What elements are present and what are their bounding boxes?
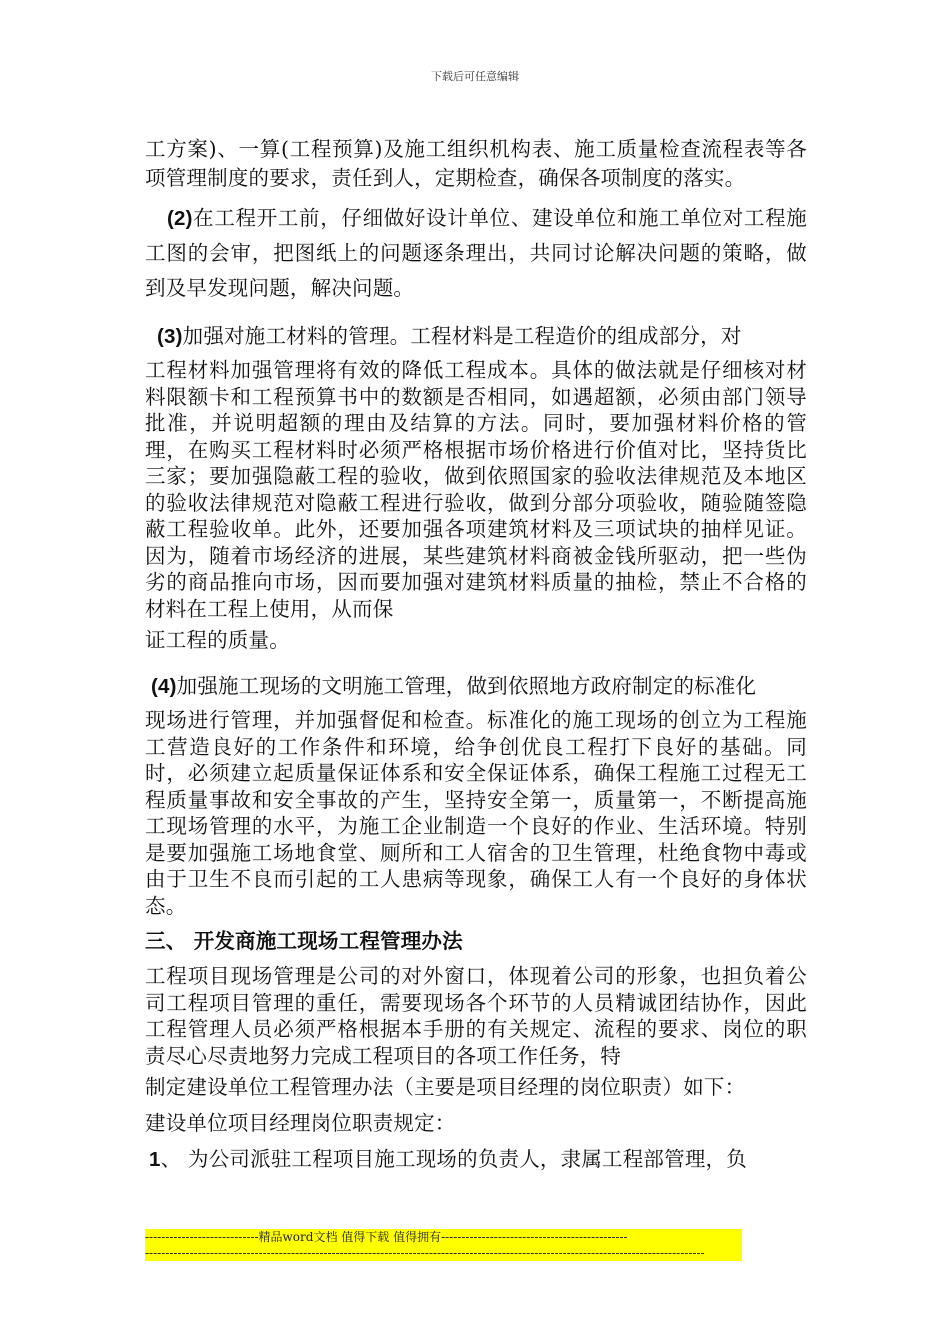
paragraph-4-body: 现场进行管理，并加强督促和检查。标准化的施工现场的创立为工程施工营造良好的工作条件和环境，给争创优良工程打下良好的基础。同时，必须建立起质量保证体系和安全保证体系，确保工程施工过程无工程质量事故和安全事故的产生，坚持安全第一，质量第一，不断提高施工现场管理的水平，为施工企业制造一个良好的作业、生活环境。特别是要加强施工场地食堂、厕所和工人宿舍的卫生管理，杜绝食物中毒或由于卫生不良而引起的工人患病等现象，确保工人有一个良好的身体状态。 (145, 708, 807, 918)
paragraph-3-number: (3) (157, 325, 183, 348)
paragraph-4-first-line (145, 668, 807, 705)
paragraph-3-body: 工程材料加强管理将有效的降低工程成本。具体的做法就是仔细核对材料限额卡和工程预算书中的数额是否相同，如遇超额，必须由部门领导批准，并说明超额的理由及结算的方法。同时，要加强材料价格的管理，在购买工程材料时必须严格根据市场价格进行价值对比，坚持货比三家；要加强隐蔽工程的验收，做到依照国家的验收法律规范及本地区的验收法律规范对隐蔽工程进行验收，做到分部分项验收，随验随签隐蔽工程验收单。此外，还要加强各项建筑材料及三项试块的抽样见证。因为，随着市场经济的进展，某些建筑材料商被金钱所驱动，把一些伪劣的商品推向市场，因而要加强对建筑材料质量的抽检，禁止不合格的材料在工程上使用，从而保 (145, 358, 807, 621)
paragraph-continuation: 工方案)、一算(工程预算)及施工组织机构表、施工质量检查流程表等各项管理制度的要求，责任到人，定期检查，确保各项制度的落实。 (145, 137, 807, 190)
page-footer (145, 1229, 742, 1261)
paragraph-5: 工程项目现场管理是公司的对外窗口，体现着公司的形象，也担负着公司工程项目管理的重任，需要现场各个环节的人员精诚团结协作，因此工程管理人员必须严格根据本手册的有关规定、流程的要求、岗位的职责尽心尽责地努力完成工程项目的各项工作任务，特 (145, 964, 807, 1068)
footer-banner: ----------------------------精品word文档 值得下载 值得拥有---------------------------------------------- (145, 1229, 742, 1245)
paragraph-7-text: 、 为公司派驻工程项目施工现场的负责人，隶属工程部管理，负 (160, 1147, 747, 1171)
paragraph-3-first-line (145, 318, 807, 355)
paragraph-2-text: 在工程开工前，仔细做好设计单位、建设单位和施工单位对工程施工图的会审，把图纸上的问题逐条理出，共同讨论解决问题的策略，做到及早发现问题，解决问题。 (145, 206, 807, 300)
paragraph-4-first-text: 加强施工现场的文明施工管理，做到依照地方政府制定的标准化 (176, 674, 757, 698)
paragraph-4-number: (4) (151, 675, 177, 698)
paragraph-2 (145, 201, 807, 306)
paragraph-7-number: 1 (149, 1148, 161, 1171)
paragraph-5-last-line: 制定建设单位工程管理办法（主要是项目经理的岗位职责）如下： (145, 1075, 746, 1099)
paragraph-3-first-text: 加强对施工材料的管理。工程材料是工程造价的组成部分，对 (182, 324, 742, 348)
page-header: 下载后可任意编辑 (431, 70, 519, 83)
paragraph-2-number: (2) (167, 207, 193, 230)
footer-divider: ------------------------------------------------------------------------------------------------------------------------------------------ (145, 1245, 742, 1261)
paragraph-3-last-line: 证工程的质量。 (145, 628, 290, 652)
document-body (145, 135, 807, 1178)
paragraph-6: 建设单位项目经理岗位职责规定： (145, 1111, 456, 1135)
paragraph-7 (145, 1141, 807, 1178)
section-heading: 三、 开发商施工现场工程管理办法 (145, 929, 463, 953)
